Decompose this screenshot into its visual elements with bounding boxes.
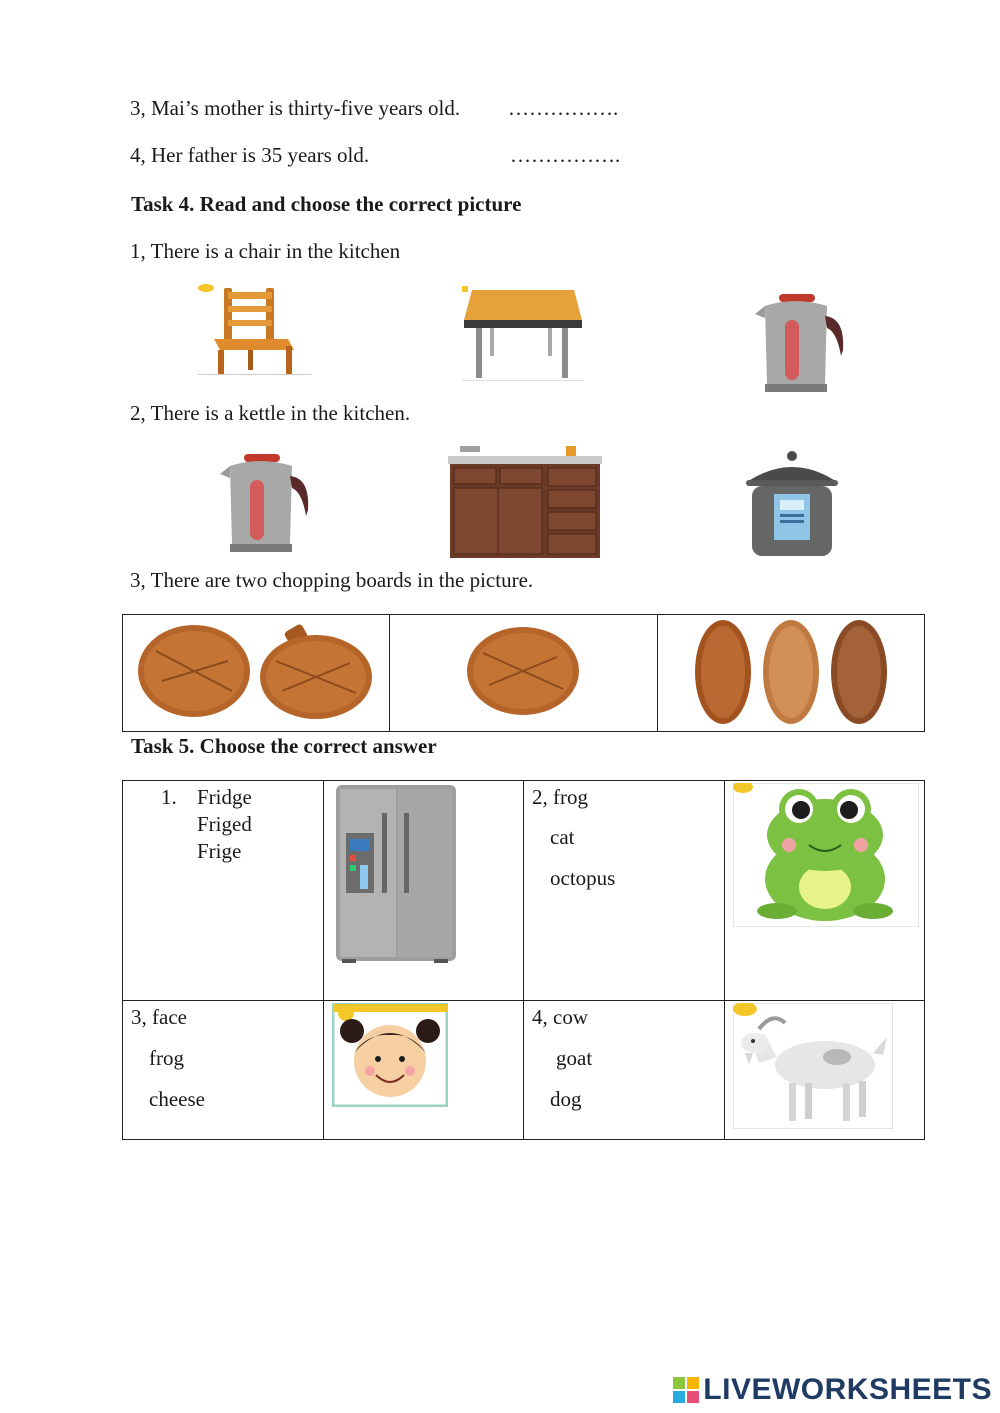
task5-q3-cell [123,1001,324,1140]
task4-title: Task 4. Read and choose the correct picture [131,192,522,216]
task3-question-3: 3, Mai’s mother is thirty-five years old. [130,96,461,120]
liveworksheets-logo-icon [673,1377,699,1403]
kitchen-cabinet-picture[interactable] [448,446,602,560]
task3-question-4: 4, Her father is 35 years old. [130,143,370,167]
fridge-picture [334,783,458,965]
kettle-picture-2[interactable] [220,452,312,558]
chopping-board-option-c[interactable] [657,615,924,732]
task5-q4-option-1[interactable]: 4, cow [532,1005,588,1029]
task5-q2-picture-cell [724,781,925,1001]
goat-picture [733,1003,893,1129]
two-chopping-boards-picture [136,621,376,721]
rice-cooker-picture[interactable] [746,450,840,560]
task5-q4-option-3[interactable]: dog [550,1087,582,1111]
task5-q4-picture-cell [724,1001,925,1140]
task3-answer-blank-4[interactable]: ……………. [510,143,621,167]
task5-q1-option-3[interactable]: Frige [197,839,242,863]
task5-q4-option-2[interactable]: goat [556,1046,593,1070]
chopping-board-option-b[interactable] [390,615,657,732]
chopping-board-options-table [122,614,925,732]
task5-q1-option-2[interactable]: Friged [197,812,252,836]
task4-question-3: 3, There are two chopping boards in the picture. [130,568,534,592]
girl-face-picture [332,1003,448,1107]
task5-q3-picture-cell [323,1001,524,1140]
task5-q1-number: 1. [161,785,177,809]
task5-q1-picture-cell [323,781,524,1001]
liveworksheets-logo [673,1373,992,1407]
kettle-picture[interactable] [755,292,847,398]
task5-title: Task 5. Choose the correct answer [131,734,437,758]
task5-q2-option-1[interactable]: 2, frog [532,785,588,809]
frog-picture [733,783,919,927]
task4-question-1: 1, There is a chair in the kitchen [130,239,401,263]
task5-table [122,780,925,1140]
table-picture[interactable] [462,286,584,382]
task4-question-2: 2, There is a kettle in the kitchen. [130,401,411,425]
three-chopping-boards-picture [691,616,891,726]
task5-q1-cell [123,781,324,1001]
one-chopping-board-picture [463,621,583,721]
task5-q3-option-3[interactable]: cheese [149,1087,205,1111]
chair-picture[interactable] [198,284,312,376]
task5-q4-cell [524,1001,725,1140]
task5-q3-option-2[interactable]: frog [149,1046,184,1070]
liveworksheets-brand-text: LIVEWORKSHEETS [703,1373,992,1406]
task5-q2-option-3[interactable]: octopus [550,866,616,890]
task5-q2-option-2[interactable]: cat [550,825,575,849]
task5-q3-option-1[interactable]: 3, face [131,1005,187,1029]
chopping-board-option-a[interactable] [123,615,390,732]
task3-answer-blank-3[interactable]: ……………. [508,96,619,120]
task5-q1-option-1[interactable]: Fridge [197,785,252,809]
task5-q2-cell [524,781,725,1001]
